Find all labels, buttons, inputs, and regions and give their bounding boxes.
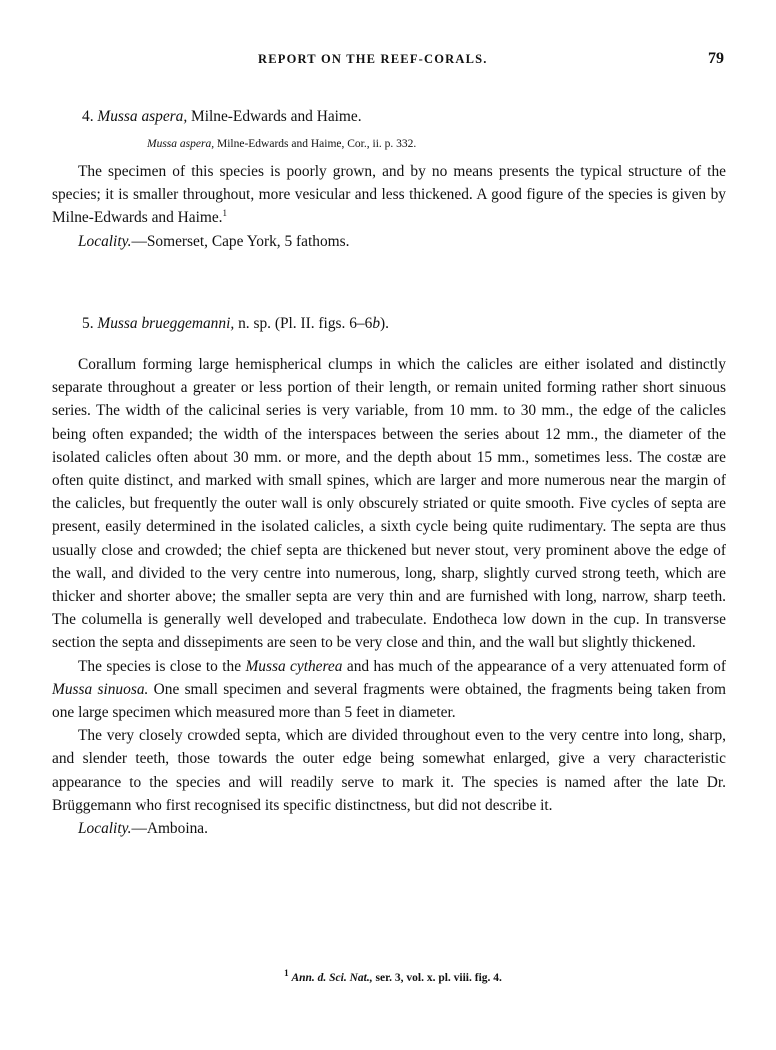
footnote-marker: 1 (222, 208, 228, 219)
description-text: The specimen of this species is poorly grown, and by no means presents the typical structure of the species; it is smaller throughout, more vesicular and less thickened. A good figure of the species is given by Milne-Edwards and Haime. (52, 163, 726, 227)
species-authority: n. sp. (Pl. II. figs. 6–6b). (238, 315, 389, 332)
description-paragraph: Corallum forming large hemispherical clumps in which the calicles are either isolated and distinctly separate throughout a greater or less portion of their length, or remain united forming rather short sinuous series. The width of the calicinal series is very variable, from 10 mm. to 30 mm., the edge of the calicles being often expanded; the width of the interspaces between the series about 12 mm., the diameter of the isolated calicles often about 30 mm. or more, and the depth about 15 mm., sometimes less. The costæ are often quite distinct, and marked with small spines, which are larger and more numerous near the margin of the calicles, but frequently the outer wall is only obscurely striated or quite smooth. Five cycles of septa are present, easily determined in the isolated calicles, a sixth cycle being quite rudimentary. The septa are thus usually close and crowded; the chief septa are thickened but never stout, very prominent above the edge of the wall, and divided to the very centre into numerous, long, sharp, slightly curved strong teeth, which are thicker and shorter above; the smaller septa are very thin and are furnished with long, narrow, sharp teeth. The columella is generally well developed and trabeculate. Endotheca low down in the cup. In transverse section the septa and dissepiments are seen to be very close and thin, and the wall but slightly thickened. (52, 356, 726, 652)
locality-label: Locality. (78, 820, 132, 838)
species-name: Mussa brueggemanni, (97, 315, 235, 332)
comparison-paragraph: The species is close to the Mussa cytherea and has much of the appearance of a very attenuated form of Mussa sinuosa. One small specimen and several fragments were obtained, the fragments being taken from one large specimen which measured more than 5 feet in diameter. (52, 657, 727, 722)
locality-text: —Somerset, Cape York, 5 fathoms. (131, 232, 350, 250)
species-heading (52, 312, 726, 335)
diagnosis-paragraph: The very closely crowded septa, which are divided throughout even to the very centre into long, sharp, and slender teeth, those towards the outer edge being somewhat enlarged, give a very characteristic appearance to the species and will readily serve to mark it. The species is named after the late Dr. Brüggemann who first recognised its specific distinctness, but did not describe it. (52, 727, 726, 814)
footnote-number: 1 (284, 968, 289, 979)
section-mussa-brueggemanni (52, 312, 726, 840)
footnote-reference: ser. 3, vol. x. pl. viii. fig. 4. (375, 972, 502, 984)
section-mussa-aspera (52, 105, 726, 253)
page-number: 79 (708, 50, 724, 67)
description-paragraph (52, 160, 726, 230)
synonymy-line (52, 136, 726, 152)
running-title: REPORT ON THE REEF-CORALS. (258, 52, 488, 66)
species-number: 5. (82, 315, 94, 332)
synonym-reference: Milne-Edwards and Haime, Cor., ii. p. 332. (216, 138, 417, 150)
page-header (0, 50, 776, 70)
synonym-name: Mussa aspera, (147, 138, 215, 150)
locality-text: —Amboina. (131, 820, 208, 838)
footnote-source: Ann. d. Sci. Nat., (291, 972, 373, 984)
species-number: 4. (82, 108, 94, 125)
species-name: Mussa aspera, (97, 108, 188, 125)
locality-line (52, 230, 726, 253)
species-authority: Milne-Edwards and Haime. (191, 108, 362, 125)
locality-line (52, 817, 726, 840)
locality-label: Locality. (78, 232, 132, 250)
species-heading (52, 105, 726, 128)
footnote (0, 968, 776, 984)
